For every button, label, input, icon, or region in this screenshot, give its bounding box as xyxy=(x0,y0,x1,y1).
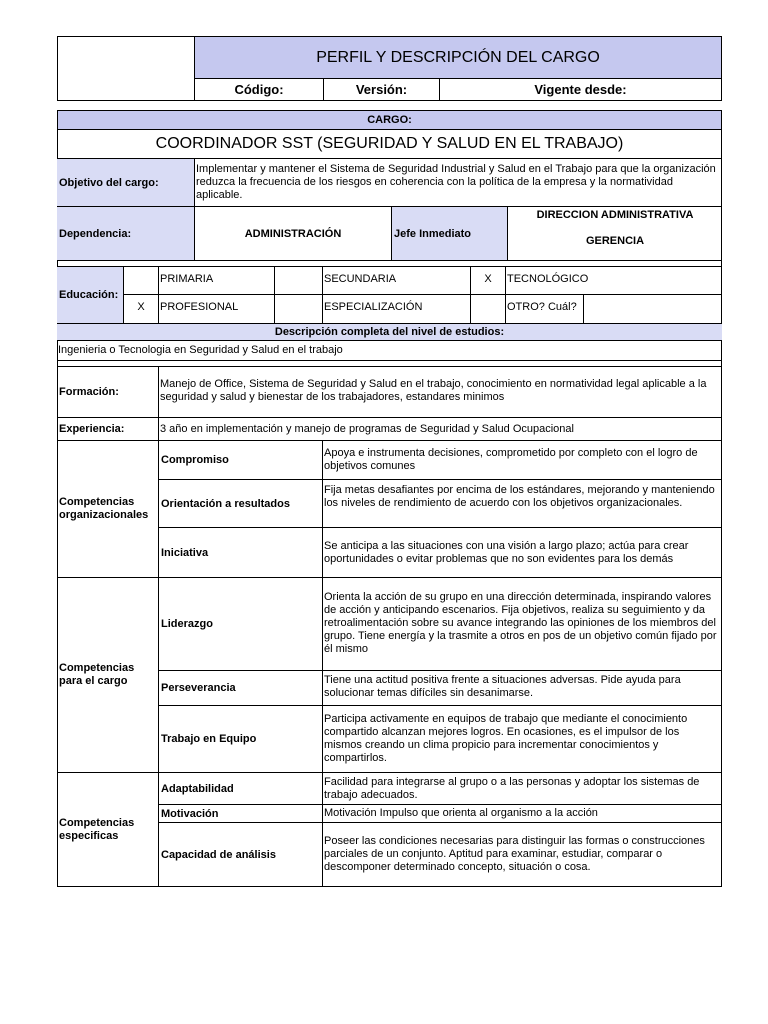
comp-org-desc-1: Apoya e instrumenta decisiones, comprometido por completo con el logro de objetivos comunes xyxy=(324,447,698,472)
estudios-label: Descripción completa del nivel de estudios: xyxy=(274,326,505,338)
codigo-cell xyxy=(194,78,324,101)
educacion-label: Educación: xyxy=(59,289,119,301)
comp-cargo-name-3: Trabajo en Equipo xyxy=(161,733,257,745)
jefe-line-2: GERENCIA xyxy=(585,235,645,247)
jefe-line-1: DIRECCION ADMINISTRATIVA xyxy=(536,209,694,221)
cargo-label: CARGO: xyxy=(367,114,412,126)
comp-cargo-item-3 xyxy=(159,706,322,772)
comp-esp-name-3: Capacidad de análisis xyxy=(161,849,276,861)
estudios-text: Ingenieria o Tecnologia en Seguridad y Salud en el trabajo xyxy=(58,344,343,356)
comp-org-name-3: Iniciativa xyxy=(161,546,209,559)
logo-cell xyxy=(57,36,195,101)
comp-esp-item-2 xyxy=(159,805,322,822)
comp-cargo-label: Competencias para el cargo xyxy=(59,662,135,687)
dependencia-label: Dependencia: xyxy=(59,227,132,240)
codigo-label: Código: xyxy=(234,82,284,97)
comp-org-item-3 xyxy=(159,528,322,577)
dependencia-value-cell xyxy=(195,207,391,260)
comp-esp-desc-2: Motivación Impulso que orienta al organismo a la acción xyxy=(324,807,598,819)
comp-cargo-item-2 xyxy=(159,671,322,705)
experiencia-label: Experiencia: xyxy=(59,423,125,435)
cargo-name: COORDINADOR SST (SEGURIDAD Y SALUD EN EL TRABAJO) xyxy=(155,135,624,152)
comp-esp-name-2: Motivación xyxy=(161,807,219,820)
comp-esp-desc-1: Facilidad para integrarse al grupo o a las personas y adoptar los sistemas de trabajo adecuados. xyxy=(324,776,700,801)
comp-esp-label: Competencias especificas xyxy=(59,817,135,842)
comp-cargo-desc-1: Orienta la acción de su grupo en una dirección determinada, inspirando valores de acción y anticipando escenarios. Fija objetivos, realiza su seguimiento y da retroalimentación sobre su avance integrando las opiniones de los miembros del grupo. Tiene energía y la trasmite a otros en pos de un objetivo común fijado por él mismo xyxy=(324,591,717,655)
comp-cargo-desc-2: Tiene una actitud positiva frente a situaciones adversas. Pide ayuda para solucionar temas difíciles sin desanimarse. xyxy=(324,674,681,699)
comp-org-desc-2: Fija metas desafiantes por encima de los estándares, mejorando y manteniendo los niveles de rendimiento de acuerdo con los objetivos organizacionales. xyxy=(324,484,715,509)
comp-cargo-label-cell xyxy=(57,578,159,772)
page-title: PERFIL Y DESCRIPCIÓN DEL CARGO xyxy=(316,48,600,66)
comp-cargo-name-1: Liderazgo xyxy=(161,618,213,630)
educacion-label-cell xyxy=(57,267,124,323)
experiencia-text: 3 año en implementación y manejo de programas de Seguridad y Salud Ocupacional xyxy=(160,423,574,435)
experiencia-label-cell xyxy=(57,418,159,440)
objetivo-label: Objetivo del cargo: xyxy=(59,176,159,189)
edu-tecnologico: TECNOLÓGICO xyxy=(507,273,589,285)
formacion-label: Formación: xyxy=(59,386,119,398)
jefe-label-cell xyxy=(392,207,508,260)
version-cell xyxy=(323,78,440,101)
formacion-text: Manejo de Office, Sistema de Seguridad y Salud en el trabajo, conocimiento en normatividad legal aplicable a la seguridad y salud y bienestar de los trabajadores, estandares minimos xyxy=(160,378,707,403)
objetivo-text: Implementar y mantener el Sistema de Seguridad Industrial y Salud en el Trabajo para que la organización reduzca la frecuencia de los riesgos en coherencia con la política de la empresa y la normatividad aplicable. xyxy=(196,163,716,201)
jefe-label: Jefe Inmediato xyxy=(394,227,472,240)
comp-cargo-name-2: Perseverancia xyxy=(161,682,236,694)
dependencia-label-cell xyxy=(57,207,195,260)
edu-otro: OTRO? Cuál? xyxy=(507,301,577,313)
comp-esp-desc-3: Poseer las condiciones necesarias para distinguir las formas o construcciones parciales de un conjunto. Aptitud para examinar, estudiar, comparar o descomponer determinado concepto, situación o cosa. xyxy=(324,835,705,873)
edu-secundaria-mark: X xyxy=(484,273,492,285)
version-label: Versión: xyxy=(355,82,408,97)
comp-esp-item-3 xyxy=(159,823,322,887)
page-title-cell xyxy=(194,36,722,79)
comp-esp-label-cell xyxy=(57,773,159,887)
objetivo-label-cell xyxy=(57,159,195,206)
dependencia-value: ADMINISTRACIÓN xyxy=(244,227,342,240)
edu-profesional: PROFESIONAL xyxy=(160,301,239,313)
comp-org-item-2 xyxy=(159,480,322,527)
formacion-label-cell xyxy=(57,367,159,417)
comp-cargo-desc-3: Participa activamente en equipos de trabajo que mediante el conocimiento compartido alcanzan mejores logros. En ocasiones, es el impulsor de los mismos creando un clima propicio para incrementar conocimientos y compartirlos. xyxy=(324,713,688,764)
comp-org-name-1: Compromiso xyxy=(161,454,229,466)
comp-org-item-1 xyxy=(159,441,322,479)
cargo-name-row xyxy=(57,130,722,158)
vigente-label: Vigente desde: xyxy=(534,82,627,97)
estudios-label-row xyxy=(57,324,722,340)
edu-secundaria: SECUNDARIA xyxy=(324,273,397,285)
comp-org-name-2: Orientación a resultados xyxy=(161,497,290,510)
comp-esp-item-1 xyxy=(159,773,322,804)
comp-esp-name-1: Adaptabilidad xyxy=(161,782,234,795)
edu-profesional-mark: X xyxy=(137,301,145,313)
comp-org-label-cell xyxy=(57,441,159,577)
cargo-label-row xyxy=(57,110,722,130)
edu-especializacion: ESPECIALIZACIÓN xyxy=(324,301,423,313)
vigente-cell xyxy=(439,78,722,101)
comp-org-desc-3: Se anticipa a las situaciones con una visión a largo plazo; actúa para crear oportunidades o evitar problemas que no son evidentes para los demás xyxy=(324,540,689,565)
comp-cargo-item-1 xyxy=(159,578,322,670)
edu-primaria: PRIMARIA xyxy=(160,273,214,285)
comp-org-label: Competencias organizacionales xyxy=(59,496,149,521)
